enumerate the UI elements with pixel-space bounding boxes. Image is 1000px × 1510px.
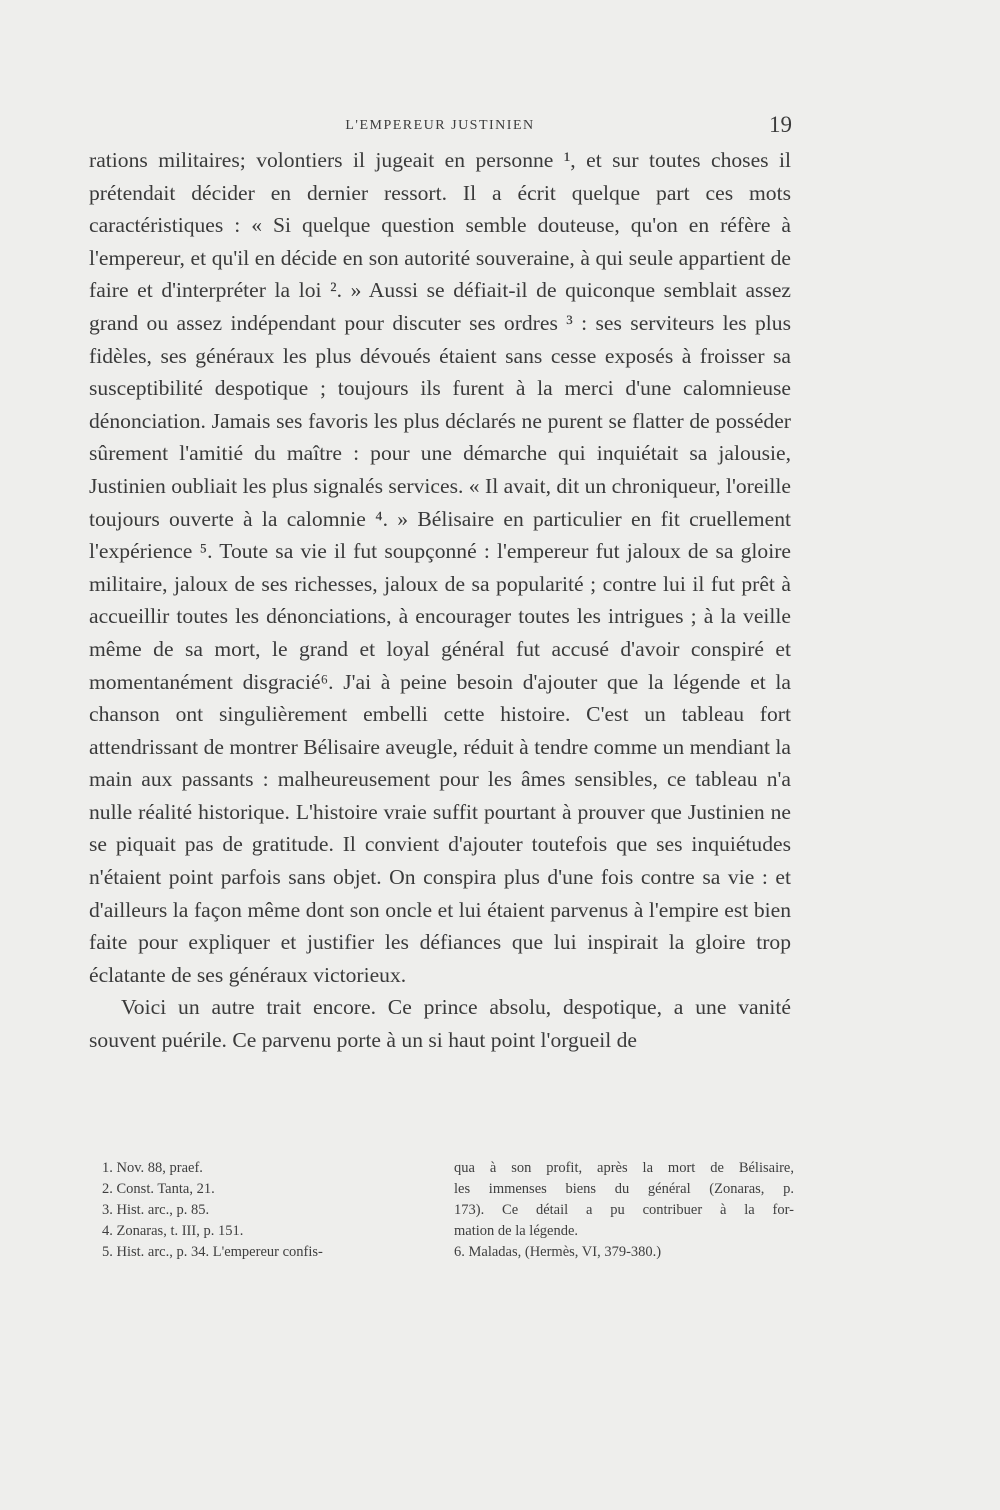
footnote-line: qua à son profit, après la mort de Bélisaire, (454, 1160, 794, 1176)
footnote-line: mation de la légende. (454, 1223, 579, 1239)
running-head (90, 112, 790, 142)
footnote-line: 2. Const. Tanta, 21. (102, 1181, 215, 1197)
running-title: L'EMPEREUR JUSTINIEN (345, 118, 535, 133)
page-number: 19 (769, 112, 792, 137)
body-text (89, 144, 791, 1057)
footnote-line: 1. Nov. 88, praef. (102, 1160, 203, 1176)
footnote-line: les immenses biens du général (Zonaras, p. (454, 1181, 794, 1197)
footnote-line: 4. Zonaras, t. III, p. 151. (102, 1223, 244, 1239)
footnote-line: 6. Maladas, (Hermès, VI, 379-380.) (454, 1244, 662, 1260)
footnotes-left-column (102, 1158, 432, 1263)
footnotes-right-column (454, 1158, 794, 1263)
paragraph: Voici un autre trait encore. Ce prince absolu, despotique, a une vanité souvent puérile. Ce parvenu porte à un si haut point l'orgueil de (89, 995, 791, 1053)
footnote-line: 173). Ce détail a pu contribuer à la for- (454, 1202, 794, 1218)
footnote-line: 5. Hist. arc., p. 34. L'empereur confis- (102, 1244, 323, 1260)
paragraph: rations militaires; volontiers il jugeait en personne ¹, et sur toutes choses il prétendait décider en dernier ressort. Il a écrit quelque part ces mots caractéristiques : « Si quelque question semble douteuse, qu'on en réfère à l'empereur, et qu'il en décide en son autorité souveraine, à qui seule appartient de faire et d'interpréter la loi ². » Aussi se défiait-il de quiconque semblait assez grand ou assez indépendant pour discuter ses ordres ³ : ses serviteurs les plus fidèles, ses généraux les plus dévoués étaient sans cesse exposés à froisser sa susceptibilité despotique ; toujours ils furent à la merci d'une calomnieuse dénonciation. Jamais ses favoris les plus déclarés ne purent se flatter de posséder sûrement l'amitié du maître : pour une démarche qui inquiétait sa jalousie, Justinien oubliait les plus signalés services. « Il avait, dit un chroniqueur, l'oreille toujours ouverte à la calomnie ⁴. » Bélisaire en particulier en fit cruellement l'expérience ⁵. Toute sa vie il fut soupçonné : l'empereur fut jaloux de sa gloire militaire, jaloux de ses richesses, jaloux de sa popularité ; contre lui il fut prêt à accueillir toutes les dénonciations, à encourager toutes les intrigues ; à la veille même de sa mort, le grand et loyal général fut accusé d'avoir conspiré et momentanément disgracié⁶. J'ai à peine besoin d'ajouter que la légende et la chanson ont singulièrement embelli cette histoire. C'est un tableau fort attendrissant de montrer Bélisaire aveugle, réduit à tendre comme un mendiant la main aux passants : malheureusement pour les âmes sensibles, ce tableau n'a nulle réalité historique. L'histoire vraie suffit pourtant à prouver que Justinien ne se piquait pas de gratitude. Il convient d'ajouter toutefois que ses inquiétudes n'étaient point parfois sans objet. On conspira plus d'une fois contre sa vie : et d'ailleurs la façon même dont son oncle et lui étaient parvenus à l'empire est bien faite pour expliquer et justifier les défiances que lui inspirait la gloire trop éclatante de ses généraux victorieux. (89, 148, 791, 987)
footnote-line: 3. Hist. arc., p. 85. (102, 1202, 210, 1218)
